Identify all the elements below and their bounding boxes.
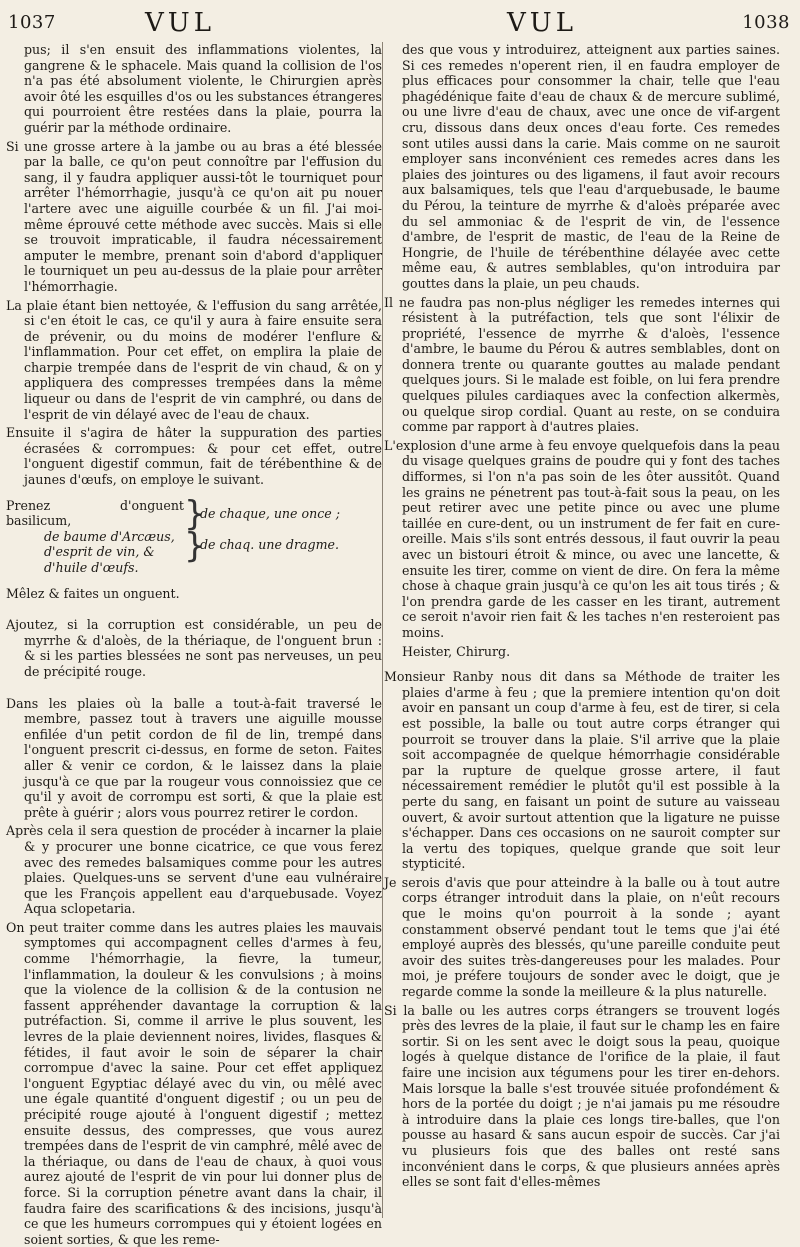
paragraph: L'explosion d'une arme à feu envoye quelquefois dans la peau du visage quelques grains de poudre qui y font des taches difformes, si l'on n'a pas soin de les ôter aussitôt. Quand les grains ne pénetrent pas tout-à-fait sous la peau, on les peut retirer avec une petite pince ou avec une plume taillée en cure-dent, ou un instrument de fer fait en cure-oreille. Mais s'ils sont entrés dessous, il faut ouvrir la peau avec un bistouri étroit & mince, ou avec une lancette, & ensuite les tirer, comme on vient de dire. On fera la même chose à chaque grain jusqu'à ce qu'on les ait tous tirés ; & l'on prendra garde de les casser en les tirant, autrement ce seroit n'avoir rien fait & les taches n'en resteroient pas moins. <box>384 437 780 640</box>
recipe-quantity: de chaq. une dragme. <box>200 536 339 552</box>
paragraph: Ajoutez, si la corruption est considérable, un peu de myrrhe & d'aloès, de la thériaque, de l'onguent brun : & si les parties blessées ne sont pas nerveuses, un peu de précipité rouge. <box>6 617 382 679</box>
paragraph: On peut traiter comme dans les autres plaies les mauvais symptomes qui accompagnent celles d'armes à feu, comme l'hémorrhagie, la fievre, la tumeur, l'inflammation, la douleur & les convulsions ; à moins que la violence de la collision & de la contusion ne fassent appréhender davantage la corruption & la putréfaction. Si, comme il arrive le plus souvent, les levres de la plaie deviennent noires, livides, flasques & fétides, il faut avoir le soin de séparer la chair corrompue d'avec la saine. Pour cet effet appliquez l'onguent Egyptiac délayé avec du vin, ou mêlé avec une égale quantité d'onguent digestif ; ou un peu de précipité rouge ajouté à l'onguent digestif ; mettez ensuite dessus, des compresses, que vous aurez trempées dans de l'esprit de vin camphré, mêlé avec de la thériaque, ou dans de l'eau de chaux, à quoi vous aurez ajouté de l'esprit de vin pour lui donner plus de force. Si la corruption pénetre avant dans la chair, il faudra faire des scarifications & des incisions, jusqu'à ce que les humeurs corrompues qui y étoient logées en soient sorties, & que les reme- <box>6 919 382 1247</box>
column-divider <box>382 42 383 1218</box>
recipe-quantity: de chaque, une once ; <box>200 505 340 521</box>
right-column <box>384 42 780 1220</box>
paragraph: pus; il s'en ensuit des inflammations violentes, la gangrene & le sphacele. Mais quand la collision de l'os n'a pas été absolument violente, le Chirurgien après avoir ôté les esquilles d'os ou les substances étrangeres qui pourroient être restées dans la plaie, pourra la guérir par la méthode ordinaire. <box>24 42 382 135</box>
paragraph: Dans les plaies où la balle a tout-à-fait traversé le membre, passez tout à travers une aiguille mousse enfilée d'un petit cordon de fil de lin, trempé dans l'onguent prescrit ci-dessus, en forme de seton. Faites aller & venir ce cordon, & le laissez dans la plaie jusqu'à ce que par la rougeur vous connoissiez que ce qu'il y avoit de corrompu est sorti, & que la plaie est prête à guérir ; alors vous pourrez retirer le cordon. <box>6 695 382 820</box>
author-signature: Heister, Chirurg. <box>402 643 511 659</box>
recipe-ingredients <box>6 498 184 576</box>
running-head-left: VUL <box>145 8 215 38</box>
recipe-line: d'huile d'œufs. <box>44 560 139 575</box>
recipe-quantities <box>200 498 340 560</box>
paragraph: Après cela il sera question de procéder à incarner la plaie & y procurer une bonne cicatrice, ce que vous ferez avec des remedes balsamiques comme pour les autres plaies. Quelques-uns se servent d'une eau vulnéraire que les François appellent eau d'arquebusade. Voyez Aqua sclopetaria. <box>6 823 382 917</box>
paragraph: La plaie étant bien nettoyée, & l'effusion du sang arrêtée, si c'en étoit le cas, ce qu'il y aura à faire ensuite sera de prévenir, ou du moins de modérer l'enflure & l'inflammation. Pour cet effet, on emplira la plaie de charpie trempée dans de l'esprit de vin chaud, & on y appliquera des compresses trempées dans la même liqueur ou dans de l'esprit de vin camphré, ou dans de l'esprit de vin délayé avec de l'eau de chaux. <box>6 297 382 422</box>
recipe-line: de baume d'Arcæus, <box>44 528 175 544</box>
paragraph: Ensuite il s'agira de hâter la suppuration des parties écrasées & corrompues: & pour cet effet, outre l'onguent digestif commun, fait de térébenthine & de jaunes d'œufs, on employe le suivant. <box>6 425 382 488</box>
page-header <box>0 6 800 40</box>
paragraph: Monsieur Ranby nous dit dans sa Méthode de traiter les plaies d'arme à feu ; que la premiere intention qu'on doit avoir en pansant un coup d'arme à feu, est de tirer, si cela est possible, la balle ou tout autre corps étranger qui pourroit se trouver dans la plaie. S'il arrive que la plaie soit accompagnée de quelque hémorrhagie considérable par la rupture de quelque grosse artere, il faut nécessairement remédier le plutôt qu'il est possible à la perte du sang, en faisant un point de suture au vaisseau ouvert, & avoir surtout attention que la ligature ne puisse s'échapper. Dans ces occasions on ne sauroit compter sur la vertu des topiques, quelque grande que soit leur stypticité. <box>384 669 780 872</box>
recipe-line: Prenez d'onguent basilicum, <box>6 497 184 529</box>
recipe-line: d'esprit de vin, & <box>44 544 155 560</box>
recipe-block <box>6 493 382 576</box>
paragraph: Mêlez & faites un onguent. <box>6 585 180 601</box>
paragraph: Je serois d'avis que pour atteindre à la balle ou à tout autre corps étranger introduit dans la plaie, on n'eût recours que le moins qu'on pourroit à la sonde ; ayant constamment observé pendant tout le tems que j'ai été employé auprès des blessés, qu'une pareille conduite peut avoir des suites très-dangereuses pour les malades. Pour moi, je préfere toujours de sonder avec le doigt, que je regarde comme la sonde la meilleure & la plus naturelle. <box>384 874 780 1000</box>
page-number-left: 1037 <box>8 12 56 33</box>
paragraph: des que vous y introduirez, atteignent aux parties saines. Si ces remedes n'operent rien, il en faudra employer de plus efficaces pour consommer la chair, telle que l'eau phagédénique faite d'eau de chaux & de mercure sublimé, ou une livre d'eau de chaux, avec une once de vif-argent cru, dissous dans deux onces d'eau forte. Ces remedes sont utiles aussi dans la carie. Mais comme on ne sauroit employer sans inconvénient ces remedes acres dans les plaies des jointures ou des ligamens, il faut avoir recours aux balsamiques, tels que l'eau d'arquebusade, le baume du Pérou, la teinture de myrrhe & d'aloès préparée avec du sel ammoniac & de l'esprit de vin, de l'essence d'ambre, de l'esprit de mastic, de l'eau de la Reine de Hongrie, de l'huile de térébenthine délayée avec cette même eau, & autres semblables, qu'on introduira par gouttes dans la plaie, un peu chauds. <box>402 42 780 291</box>
paragraph: Il ne faudra pas non-plus négliger les remedes internes qui résistent à la putréfaction, tels que sont l'élixir de propriété, l'essence de myrrhe & d'aloès, l'essence d'ambre, le baume du Pérou & autres semblables, dont on donnera trente ou quarante gouttes au malade pendant quelques jours. Si le malade est foible, on lui fera prendre quelques pilules cardiaques avec la confection alkermès, ou quelque sirop cordial. Quant au reste, on se conduira comme par rapport à d'autres plaies. <box>384 294 780 435</box>
paragraph: Si une grosse artere à la jambe ou au bras a été blessée par la balle, ce qu'on peut connoître par l'effusion du sang, il y faudra appliquer aussi-tôt le tourniquet pour arrêter l'hémorrhagie, jusqu'à ce qu'on ait pu nouer l'artere avec une aiguille courbée & un fil. J'ai moi-même éprouvé cette méthode avec succès. Mais si elle se trouvoit impraticable, il faudra nécessairement amputer le membre, prenant soin d'abord d'appliquer le tourniquet un peu au-dessus de la plaie pour arrêter l'hémorrhagie. <box>6 138 382 294</box>
brace-glyph: } } <box>184 493 206 566</box>
running-head-right: VUL <box>507 8 577 38</box>
left-column <box>6 42 382 1247</box>
paragraph: Si la balle ou les autres corps étrangers se trouvent logés près des levres de la plaie, il faut sur le champ les en faire sortir. Si on les sent avec le doigt sous la peau, quoique logés à quelque distance de l'orifice de la plaie, il faut faire une incision aux tégumens pour les tirer en-dehors. Mais lorsque la balle s'est trouvée située profondément & hors de la portée du doigt ; je n'ai jamais pu me résoudre à introduire dans la plaie ces longs tire-balles, que l'on pousse au hasard & sans aucun espoir de succès. Car j'ai vu plusieurs fois que des balles ont resté sans inconvénient dans le corps, & que plusieurs années après elles se sont fait d'elles-mêmes <box>384 1002 780 1190</box>
page-number-right: 1038 <box>742 12 790 33</box>
